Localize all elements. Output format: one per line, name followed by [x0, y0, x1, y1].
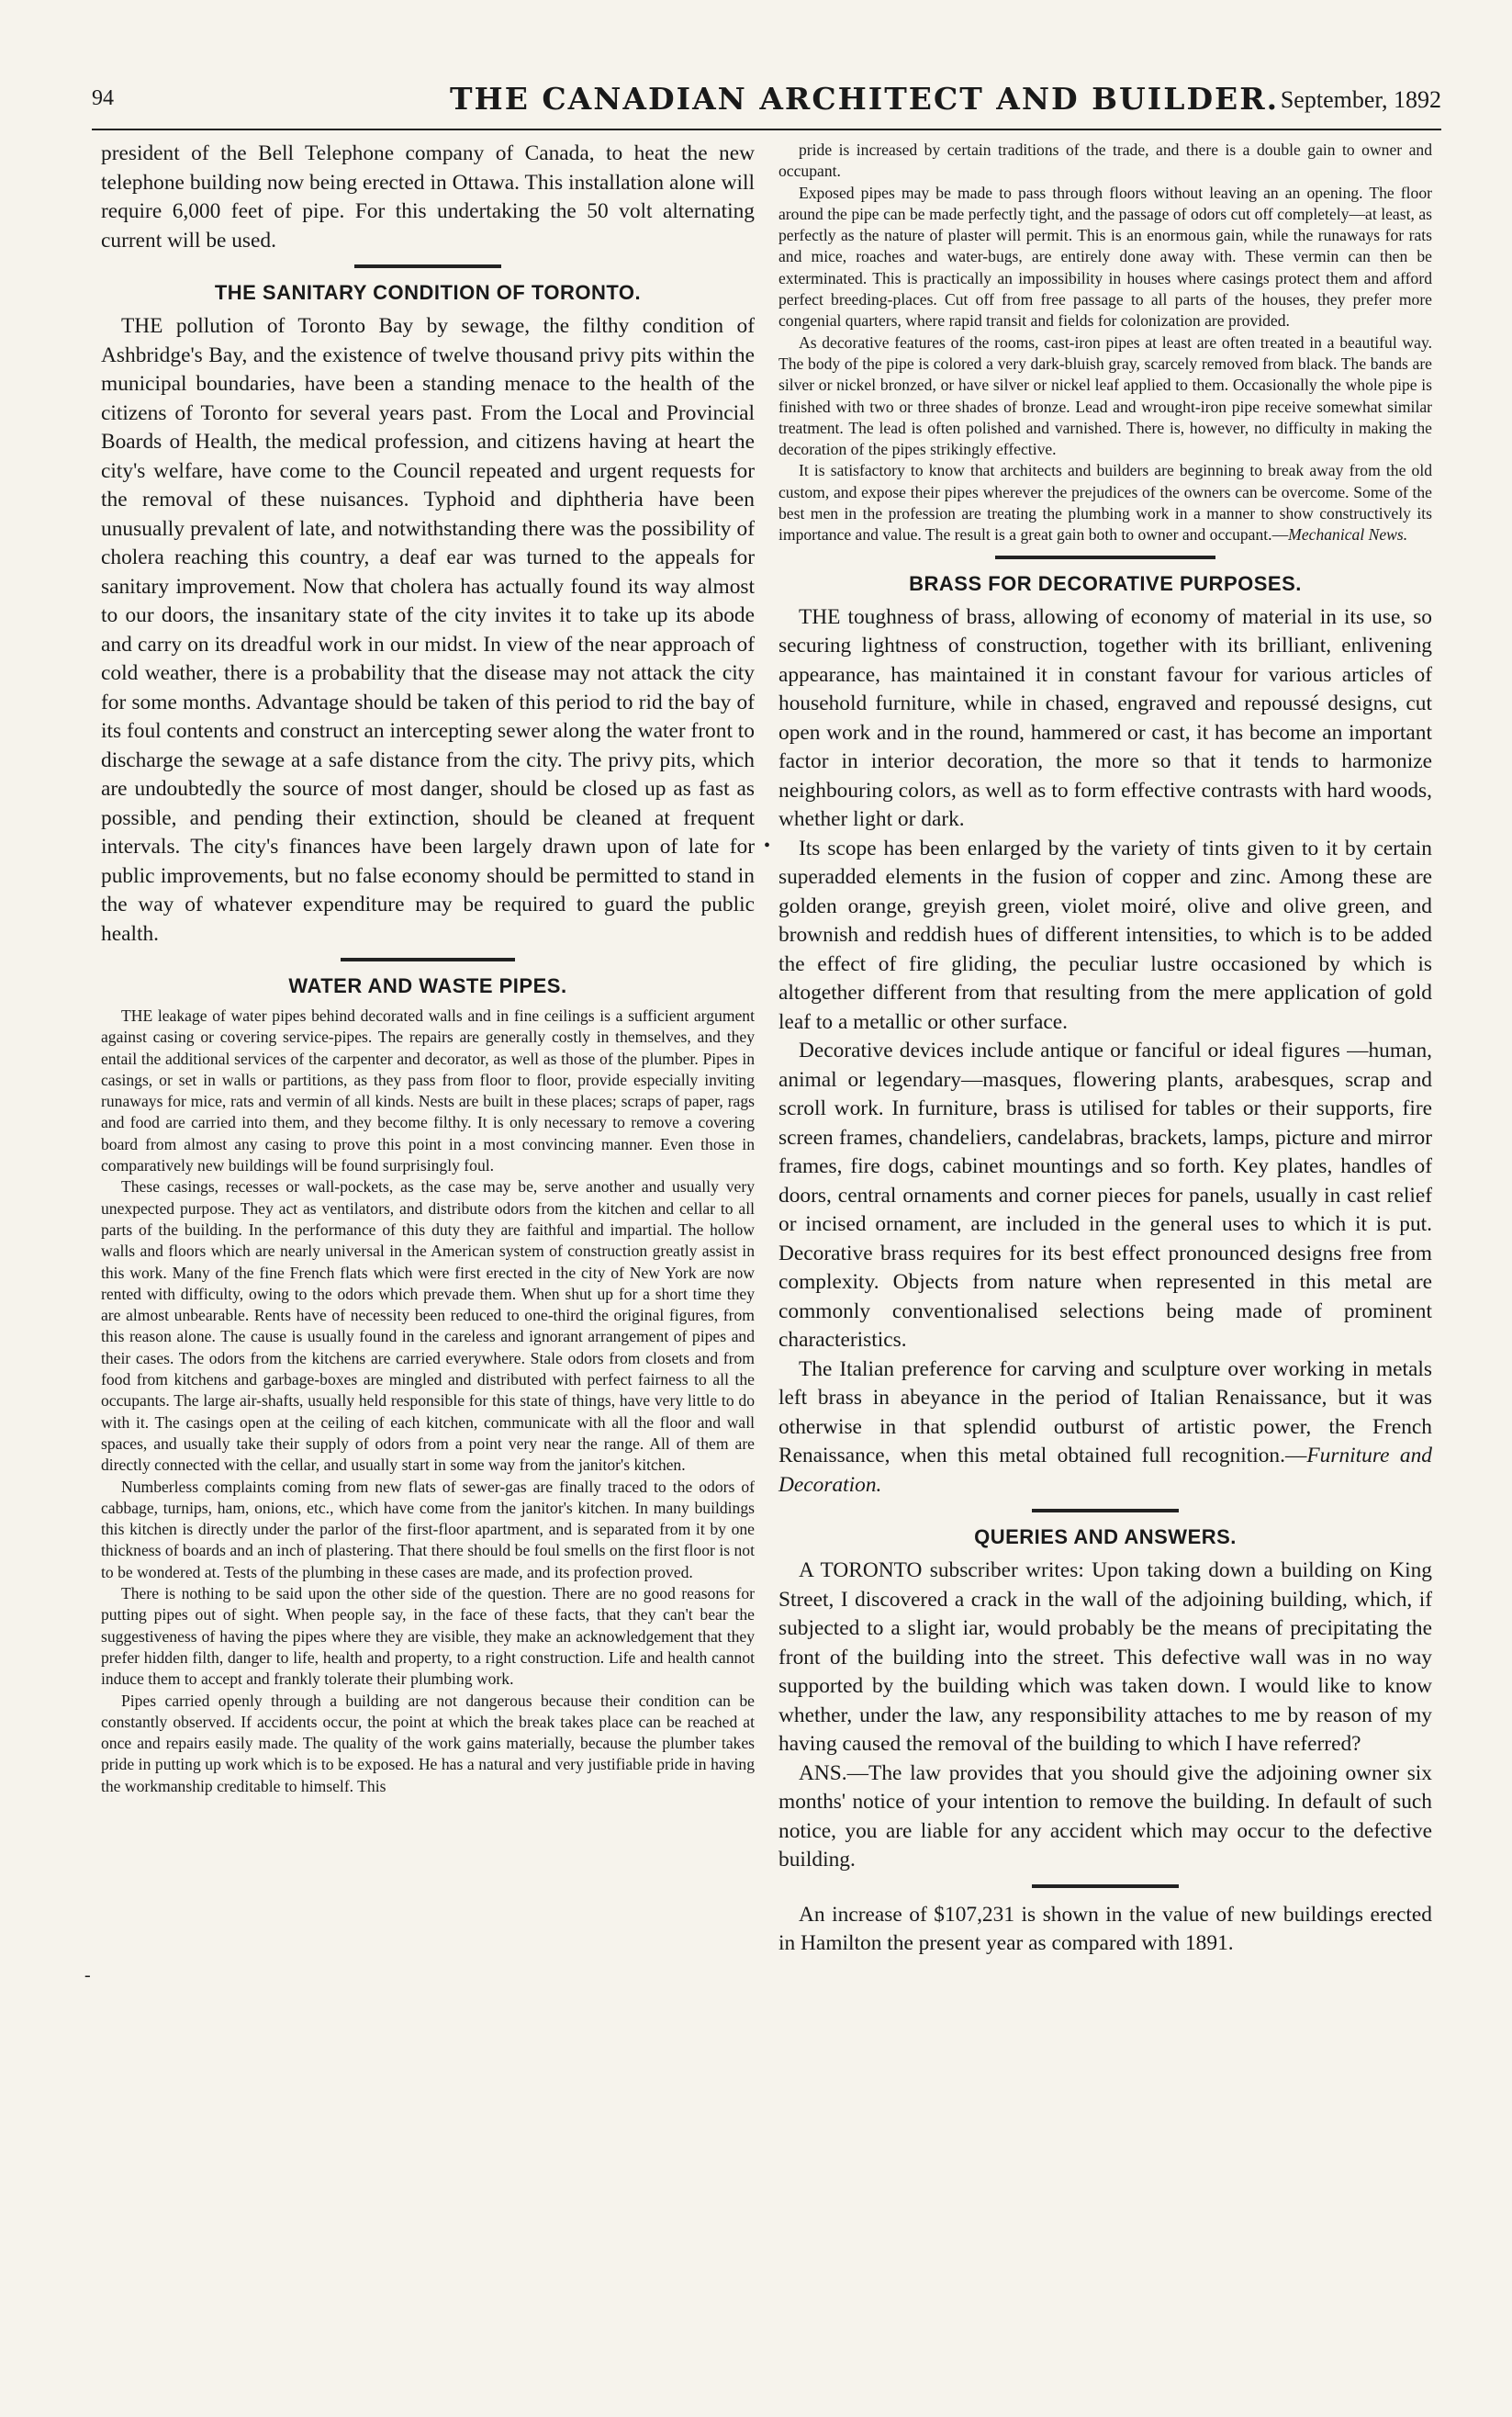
hamilton-note-paragraph: An increase of $107,231 is shown in the value of new buildings erected in Hamilton the present year as compared with 1891. — [778, 1902, 1432, 1956]
brass-paragraph-3: Decorative devices include antique or fanciful or ideal figures —human, animal or legendary—masques, flowering plants, arabesques, scrap and scroll work. In furniture, brass is utilised for tables or their supports, fire screen frames, chandeliers, candelabras, brackets, lamps, picture and mirror frames, fire dogs, cabinet mountings and so forth. Key plates, handles of doors, central ornaments and corner pieces for panels, usually in cast relief or incised ornament, are included in the general uses to which it is put. Decorative brass requires for its best effect pronounced designs free from complexity. Objects from nature when represented in this metal are commonly conventionalised selections being made of prominent characteristics. — [778, 1039, 1432, 1353]
query-paragraph: A TORONTO subscriber writes: Upon taking down a building on King Street, I discovered a crack in the wall of the adjoining building, which, if subjected to a slight iar, would probably be the means of precipitating the front of the building into the street. This defective wall was in no way supported by the building which was taken down. I would like to know whether, under the law, any responsibility attaches to me by reason of my having caused the removal of the building to which I have referred? — [778, 1558, 1432, 1757]
margin-dash: - — [84, 1965, 91, 1985]
queries-heading: QUERIES AND ANSWERS. — [974, 1525, 1237, 1549]
architects-paragraph — [778, 460, 1432, 545]
page-header — [92, 81, 1441, 130]
margin-dot: • — [764, 836, 771, 856]
source-credit: Mechanical News. — [1288, 525, 1408, 545]
water-pipes-paragraph-5: Pipes carried openly through a building are not dangerous because their condition can be constantly observed. If accidents occur, the point at which the break takes place can be reached at once and repairs easily made. The quality of the work gains materially, because the plumber takes pride in putting up work which is to be exposed. He has a natural and very justifiable pride in having the workmanship creditable to himself. This — [101, 1691, 755, 1795]
brass-heading: BRASS FOR DECORATIVE PURPOSES. — [909, 571, 1302, 595]
brass-paragraph-1: THE toughness of brass, allowing of economy of material in its use, so securing lightness of construction, together with its brilliant, enlivening appearance, has maintained it in constant favour for various articles of household furniture, while in chased, engraved and repoussé designs, cut open work and in the round, hammered or cast, it has become an important factor in interior decoration, the more so that it tends to harmonize neighbouring colors, as well as to form effective contrasts with hard woods, whether light or dark. — [778, 604, 1432, 832]
exposed-pipes-paragraph: Exposed pipes may be made to pass through floors without leaving an an opening. The floor around the pipe can be made perfectly tight, and the passage of odors cut off completely—at least, as perfectly as the nature of plaster will permit. This is an enormous gain, while the runaways for rats and mice, roaches and water-bugs, are entirely done away with. These vermin can then be exterminated. This is practically an impossibility in houses where casings protect them and afford perfect breeding-places. Cut off from free passage to all parts of the houses, they prefer more congenial quarters, where rapid transit and fields for colonization are provided. — [778, 183, 1432, 331]
section-divider — [1032, 1884, 1179, 1888]
pipes-continued-paragraph: pride is increased by certain traditions of the trade, and there is a double gain to owner and occupant. — [778, 141, 1432, 181]
brass-paragraph-2: Its scope has been enlarged by the variety of tints given to it by certain superadded elements in the fusion of copper and zinc. Among these are golden orange, greyish green, violet moiré, olive and olive green, and brownish and reddish hues of different intensities, to which is to be added the effect of fire gliding, the peculiar lustre occasioned by which is altogether different from that resulting from the mere application of gold leaf to a metallic or other surface. — [778, 836, 1432, 1034]
answer-paragraph: ANS.—The law provides that you should give the adjoining owner six months' notice of your intention to remove the building. In default of such notice, you are liable for any accident which may occur to the defective building. — [778, 1760, 1432, 1872]
section-divider — [1032, 1509, 1179, 1512]
section-divider — [354, 264, 501, 268]
left-column — [101, 140, 755, 1797]
water-pipes-paragraph-1: THE leakage of water pipes behind decorated walls and in fine ceilings is a sufficient argument against casing or covering service-pipes. The repairs are generally costly in themselves, and they entail the additional services of the carpenter and decorator, as well as those of the plumber. Pipes in casings, or set in walls or partitions, as they pass from floor to floor, provide especially inviting runaways for mice, rats and vermin of all kinds. Nests are built in these places; scraps of paper, rags and food are carried into them, and they become filthy. It is only necessary to remove a covering board from almost any casing to prove this point in a most convincing manner. Even those in comparatively new buildings will be found surprisingly foul. — [101, 1006, 755, 1175]
architects-text: It is satisfactory to know that architects and builders are beginning to break away from the old custom, and expose their pipes wherever the prejudices of the owners can be overcome. Some of the best men in the profession are treating the plumbing work in a manner to show constructively its importance and value. The result is a great gain both to owner and occupant.— — [778, 461, 1432, 545]
page-number: 94 — [92, 86, 114, 110]
sanitary-paragraph: THE pollution of Toronto Bay by sewage, the filthy condition of Ashbridge's Bay, and the existence of twelve thousand privy pits within the municipal boundaries, have been a standing menace to the health of the citizens of Toronto for several years past. From the Local and Provincial Boards of Health, the medical profession, and citizens having at heart the city's welfare, have come to the Council repeated and urgent requests for the removal of these nuisances. Typhoid and diphtheria have been unusually prevalent of late, and notwithstanding there was the possibility of cholera reaching this country, a deaf ear was turned to the appeals for sanitary improvement. Now that cholera has actually found its way almost to our doors, the insanitary state of the city invites it to take up its abode and carry on its dreadful work in our midst. In view of the near approach of cold weather, there is a probability that the disease may not attack the city for some months. Advantage should be taken of this period to rid the bay of its foul contents and construct an intercepting sewer along the water front to discharge the sewage at a safe distance from the city. The privy pits, which are undoubtedly the source of most danger, should be closed up as fast as possible, and pending their extinction, should be cleaned at frequent intervals. The city's finances have been largely drawn upon of late for public improvements, but no false economy should be permitted to stand in the way of whatever expenditure may be required to guard the public health. — [101, 314, 755, 946]
intro-paragraph: president of the Bell Telephone company of Canada, to heat the new telephone building now being erected in Ottawa. This installation alone will require 6,000 feet of pipe. For this undertaking the 50 volt alternating current will be used. — [101, 141, 755, 253]
water-pipes-paragraph-4: There is nothing to be said upon the other side of the question. There are no good reasons for putting pipes out of sight. When people say, in the face of these facts, that they can't bear the suggestiveness of having the pipes where they are visible, they make an acknowledgement that they prefer hidden filth, danger to life, health and property, to a right construction. Life and health cannot induce them to accept and frankly tolerate their plumbing work. — [101, 1584, 755, 1689]
water-pipes-paragraph-3: Numberless complaints coming from new flats of sewer-gas are finally traced to the odors of cabbage, turnips, ham, onions, etc., which have come from the janitor's kitchen. In many buildings this kitchen is directly under the parlor of the first-floor apartment, and is separated from it by one thickness of boards and an inch of plastering. That there should be foul smells on the first floor is not to be wondered at. Tests of the plumbing in these cases are made, and its profection proved. — [101, 1477, 755, 1581]
brass-paragraph-4 — [778, 1355, 1432, 1501]
section-divider — [995, 556, 1215, 559]
water-pipes-heading: WATER AND WASTE PIPES. — [288, 974, 567, 997]
masthead-title: THE CANADIAN ARCHITECT AND BUILDER. — [450, 81, 1280, 117]
issue-date: September, 1892 — [1280, 86, 1441, 113]
section-divider — [341, 958, 515, 961]
brass-text: The Italian preference for carving and sculpture over working in metals left brass in abeyance in the period of Italian Renaissance, but it was otherwise in that splendid outburst of artistic power, the French Renaissance, when this metal obtained full recognition.— — [778, 1356, 1432, 1468]
right-column — [778, 140, 1432, 1959]
source-credit: Furniture and Decoration. — [778, 1444, 1432, 1497]
decorative-pipes-paragraph: As decorative features of the rooms, cast-iron pipes at least are often treated in a beautiful way. The body of the pipe is colored a very dark-bluish gray, scarcely removed from black. The bands are silver or nickel bronzed, or have silver or nickel leaf applied to them. Occasionally the whole pipe is finished with two or three shades of bronze. Lead and wrought-iron pipe receive somewhat similar treatment. The lead is often polished and varnished. There is, however, no difficulty in making the decoration of the pipes strikingly effective. — [778, 332, 1432, 459]
water-pipes-paragraph-2: These casings, recesses or wall-pockets, as the case may be, serve another and usually very unexpected purpose. They act as ventilators, and distribute odors from the kitchen and cellar to all parts of the building. In the performance of this duty they are faithful and impartial. The hollow walls and floors which are nearly universal in the American system of construction greatly assist in this work. Many of the fine French flats which were first erected in the city of New York are now rented with difficulty, owing to the odors which prevade them. When shut up for a short time they are almost unbearable. Rents have of necessity been reduced to one-third the original figures, from this reason alone. The cause is usually found in the careless and ignorant arrangement of pipes and their cases. The odors from the kitchens are carried everywhere. Stale odors from closets and from food from kitchens and garbage-boxes are mingled and distributed with perfect fairness to all the occupants. The large air-shafts, usually held responsible for this state of things, have very little to do with it. The casings open at the ceiling of each kitchen, communicate with all the floor and wall spaces, and usually take their supply of odors from a point very near the range. All of them are directly connected with the cellar, and usually start in some way from the janitor's kitchen. — [101, 1177, 755, 1475]
sanitary-heading: THE SANITARY CONDITION OF TORONTO. — [214, 281, 642, 304]
